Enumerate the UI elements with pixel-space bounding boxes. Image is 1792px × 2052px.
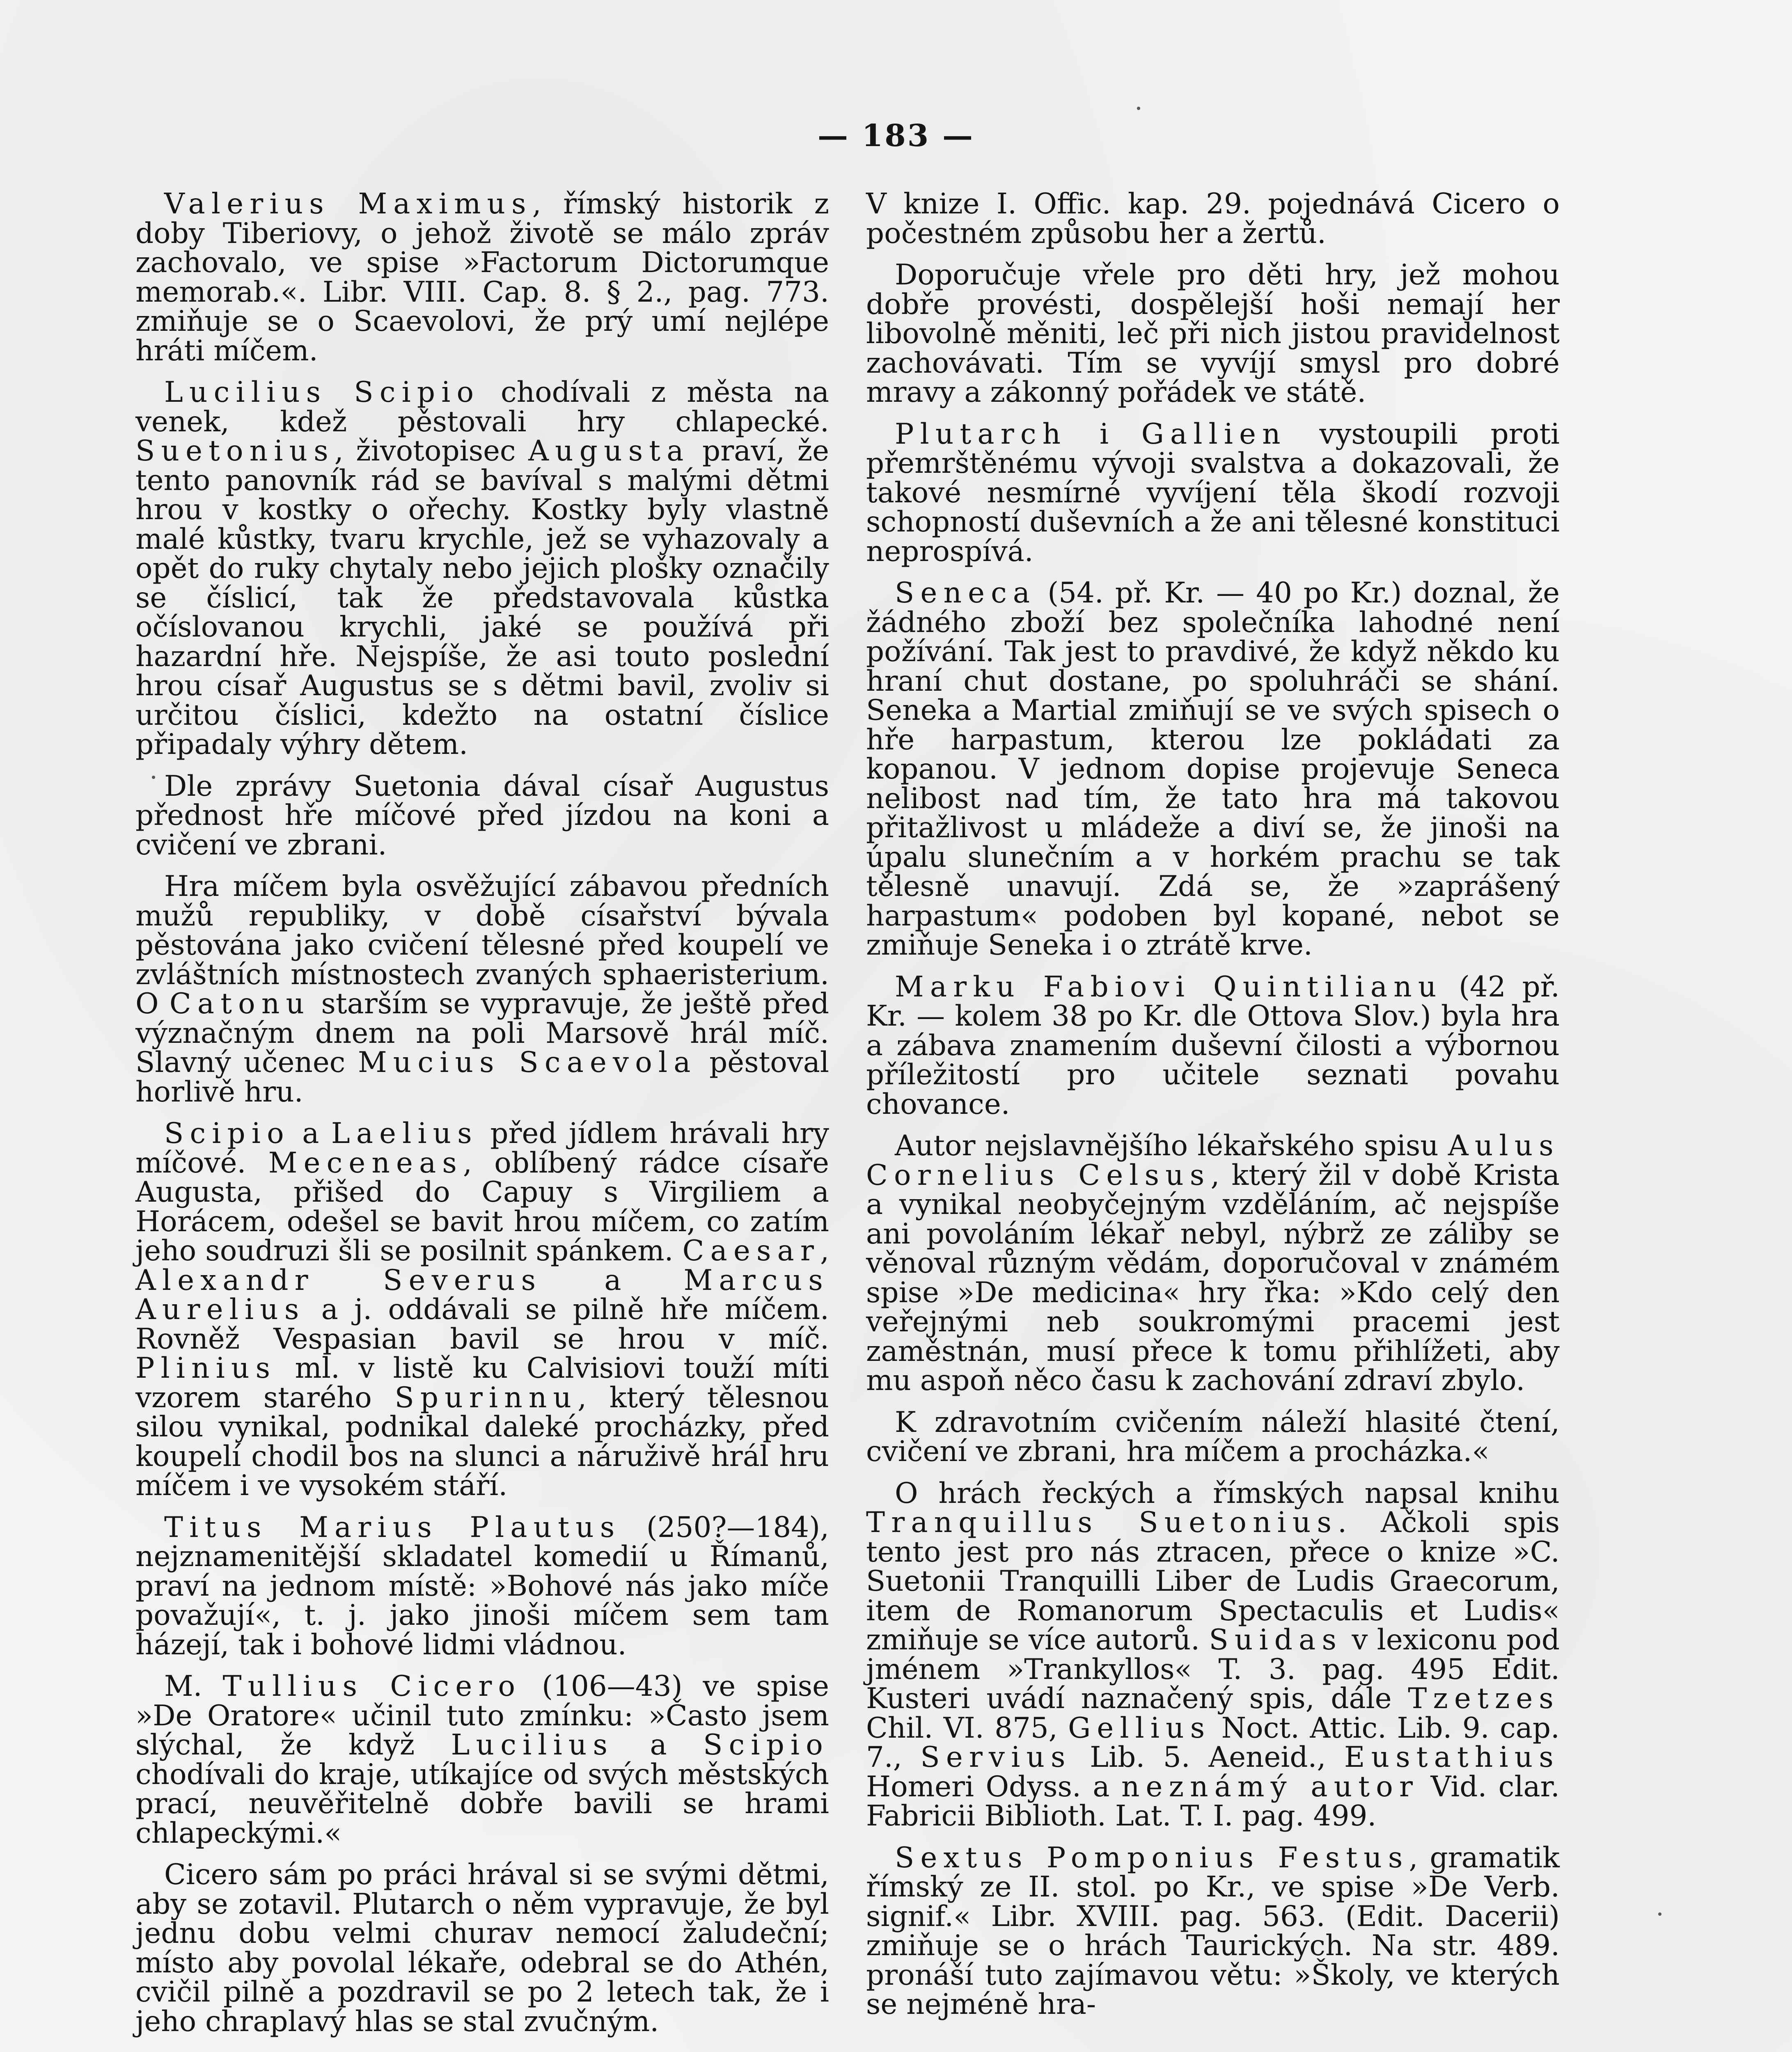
paragraph <box>135 1513 829 1660</box>
text-run: praví, že tento panovník rád se bavíval s malými dětmi hrou v kostky o ořechy. Kostky byly vlastně malé kůstky, tvaru krychle, jež se vyhazovaly a opět do ruky chytaly nebo jejich plošky označily se číslicí, tak že představovala kůstka očíslovanou krychli, jaké se používá při hazardní hře. Nejspíše, že asi touto poslední hrou císař Augustus se s dětmi bavil, zvoliv si určitou číslici, kdežto na ostatní číslice připadaly výhry dětem. <box>135 435 829 761</box>
text-run: Lib. 5. Aeneid., <box>1071 1741 1345 1774</box>
paragraph <box>866 417 1560 568</box>
paragraph <box>135 1860 829 2036</box>
spaced-name: Plinius <box>135 1352 277 1385</box>
spaced-name: Mucius Scaevola <box>357 1046 697 1079</box>
print-speck <box>1137 107 1140 110</box>
text-run: , římský historik z doby Tiberiovy, o jehož životě se málo zpráv zachovalo, ve spise »Factorum Dictorumque memorab.«. Libr. VIII. Cap. 8. § 2., pag. 773. zmiňuje se o Scaevolovi, že prý umí nejlépe hráti míčem. <box>135 188 829 367</box>
text-run: . Ačkoli spis tento jest pro nás ztracen, přece o knize »C. Suetonii Tranquilli Liber de Ludis Graecorum, item de Romanorum Spectaculis et Ludis« zmiňuje se více autorů. <box>866 1506 1560 1656</box>
spaced-name: Gallien <box>1141 417 1287 451</box>
spaced-name: Tzetzes <box>1408 1682 1560 1715</box>
paragraph <box>135 1119 829 1501</box>
text-run: i <box>1067 417 1141 451</box>
paragraph <box>866 970 1560 1121</box>
text-run: (42 př. Kr. — kolem 38 po Kr. dle Ottova Slov.) byla hra a zábava znamením duševní čilosti a výbornou příležitostí pro učitele seznati povahu chovance. <box>866 970 1560 1121</box>
spaced-name: Augusta <box>528 435 690 467</box>
paragraph <box>135 872 829 1107</box>
text-run: a <box>290 1117 331 1150</box>
text-run: Hra míčem byla osvěžující zábavou předních mužů republiky, v době císařství bývala pěstována jako cvičení tělesné před koupelí ve zvláštních místnostech zvaných sphaeristerium. O <box>135 870 829 1020</box>
text-run: , který žil v době Krista a vynikal neobyčejným vzděláním, ač nejspíše ani povoláním lékař nebyl, nýbrž ze záliby se věnoval různým vědám, doporučoval v známém spise »De medicina« hry řka: »Kdo celý den veřejnými neb soukromými pracemi jest zaměstnán, musí přece k tomu přihlížeti, aby mu aspoň něco času k zachování zdraví zbylo. <box>866 1159 1560 1397</box>
text-run: před jídlem hrávali hry míčové. <box>135 1117 829 1179</box>
text-run: O hrách řeckých a římských napsal knihu <box>895 1477 1560 1510</box>
text-run: M. <box>164 1670 223 1703</box>
spaced-name: Valerius Maximus <box>164 188 532 220</box>
text-run: chodívali z města na venek, kdež pěstovali hry chlapecké. <box>135 376 829 438</box>
text-run: a j. oddávali se pilně hře míčem. Rovněž Vespasian bavil se hrou v míč. <box>135 1293 829 1356</box>
text-run: Cicero sám po práci hrával si se svými dětmi, aby se zotavil. Plutarch o něm vypravuje, že byl jednu dobu velmi churav nemocí žaludeční; místo aby povolal lékaře, odebral se do Athén, cvičil pilně a pozdravil se po 2 letech tak, že i jeho chraplavý hlas se stal zvučným. <box>135 1858 829 2038</box>
spaced-name: Catonu <box>169 987 311 1020</box>
text-run: Vid. clar. Fabricii Biblioth. Lat. T. I. pag. 499. <box>866 1770 1560 1832</box>
spaced-name: Alexandr Severus <box>135 1264 542 1297</box>
text-run: , gramatik římský ze II. stol. po Kr., ve spise »De Verb. signif.« Libr. XVIII. pag. 563. (Edit. Dacerii) zmiňuje se o hrách Taurických. Na str. 489. pronáší tuto zajímavou větu: »Školy, ve kterých se nejméně hra- <box>866 1841 1560 2021</box>
text-run: Noct. Attic. Lib. 9. cap. 7., <box>866 1711 1560 1774</box>
spaced-name: Gellius <box>1068 1711 1211 1745</box>
paragraph <box>866 1841 1560 2021</box>
spaced-name: Caesar <box>682 1234 820 1267</box>
spaced-name: Lucilius Scipio <box>164 376 480 409</box>
spaced-name: Marcus Aurelius <box>135 1264 829 1326</box>
text-run: chodívali do kraje, utíkajíce od svých městských prací, neuvěřitelně dobře bavili se hrami chlapeckými.« <box>135 1758 829 1850</box>
print-speck <box>1658 1912 1661 1916</box>
spaced-name: Marku Fabiovi Quintilianu <box>895 970 1443 1003</box>
text-run: vystoupili proti přemrštěnému vývoji svalstva a dokazovali, že takové nesmírné vyvíjení těla škodí rozvoji schopností duševních a že ani tělesné konstituci neprospívá. <box>866 417 1560 568</box>
text-run: Autor nejslavnějšího lékařského spisu <box>895 1129 1448 1162</box>
paragraph <box>866 261 1560 408</box>
paragraph <box>866 1131 1560 1396</box>
spaced-name: Sextus Pomponius Festus <box>895 1841 1409 1874</box>
text-run: (250?—184), nejznamenitější skladatel komedií u Římanů, praví na jednom místě: »Bohové nás jako míče považují«, t. j. jako jinoši míčem sem tam házejí, tak i bohové lidmi vládnou. <box>135 1511 829 1661</box>
paragraph <box>135 378 829 760</box>
spaced-name: neznámý autor <box>1121 1770 1419 1803</box>
text-run: a <box>542 1264 684 1297</box>
text-run: v lexiconu pod jménem »Trankyllos« T. 3. pag. 495 Edit. Kusteri uvádí naznačený spis, dále <box>866 1624 1560 1715</box>
spaced-name: Tullius Cicero <box>222 1670 522 1703</box>
text-run: Homeri Odyss. a <box>866 1770 1121 1803</box>
right-text-column <box>866 190 1560 2032</box>
text-run: starším se vypravuje, že ještě před význačným dnem na poli Marsově hrál míč. Slavný učenec <box>135 987 829 1079</box>
print-speck <box>152 776 155 779</box>
paragraph <box>135 772 829 860</box>
spaced-name: Scipio <box>703 1729 829 1761</box>
spaced-name: Eustathius <box>1344 1741 1560 1774</box>
page-number: — 183 — <box>818 118 974 153</box>
text-run: K zdravotním cvičením náleží hlasité čtení, cvičení ve zbrani, hra míčem a procházka.« <box>866 1406 1560 1468</box>
spaced-name: Plutarch <box>895 417 1067 451</box>
text-run: (106—43) ve spise »De Oratore« učinil tuto zmínku: »Často jsem slýchal, že když <box>135 1670 829 1761</box>
paragraph <box>866 1408 1560 1467</box>
spaced-name: Meceneas <box>268 1146 463 1179</box>
spaced-name: Suidas <box>1209 1624 1343 1656</box>
paragraph <box>135 1672 829 1848</box>
text-run: ml. v listě ku Calvisiovi touží míti vzorem starého <box>135 1352 829 1414</box>
text-run: , oblíbený rádce císaře Augusta, přišed do Capuy s Virgiliem a Horácem, odešel se bavit hrou míčem, co zatím jeho soudruzi šli se posilnit spánkem. <box>135 1146 829 1267</box>
paragraph <box>135 190 829 366</box>
spaced-name: Tranquillus Suetonius <box>866 1506 1338 1539</box>
text-run: Dle zprávy Suetonia dával císař Augustus přednost hře míčové před jízdou na koni a cvičení ve zbrani. <box>135 770 829 861</box>
spaced-name: Seneca <box>895 577 1036 609</box>
text-run: V knize I. Offic. kap. 29. pojednává Cicero o počestném způsobu her a žertů. <box>866 188 1560 250</box>
text-run: , který tělesnou silou vynikal, podnikal daleké procházky, před koupelí chodil bos na slunci a náruživě hrál hru míčem i ve vysokém stáří. <box>135 1381 829 1502</box>
text-run: (54. př. Kr. — 40 po Kr.) doznal, že žádného zboží bez společníka lahodné není požívání. Tak jest to pravdivé, že když někdo ku hraní chut dostane, po spoluhráči se shání. Seneka a Martial zmiňují se ve svých spisech o hře harpastum, kterou lze pokládati za kopanou. V jednom dopise projevuje Seneca nelibost nad tím, že tato hra má takovou přitažlivost u mládeže a diví se, že jinoši na úpalu slunečním a v horkém prachu se tak tělesně unavují. Zdá se, že »zaprášený harpastum« podoben byl kopané, nebot se zmiňuje Seneka i o ztrátě krve. <box>866 577 1560 962</box>
text-run: pěstoval horlivě hru. <box>135 1046 829 1108</box>
spaced-name: Suetonius <box>135 435 335 467</box>
paragraph <box>866 579 1560 960</box>
paragraph <box>866 190 1560 248</box>
spaced-name: Spurinnu <box>394 1381 578 1414</box>
text-run: , životopisec <box>334 435 529 467</box>
spaced-name: Laelius <box>331 1117 478 1150</box>
spaced-name: Lucilius <box>451 1729 614 1761</box>
spaced-name: Titus Marius Plautus <box>164 1511 621 1544</box>
left-text-column <box>135 190 829 2049</box>
spaced-name: Scipio <box>164 1117 290 1150</box>
text-run: Chil. VI. 875, <box>866 1711 1068 1745</box>
text-run: a <box>614 1729 704 1761</box>
text-run: Doporučuje vřele pro děti hry, jež mohou dobře provésti, dospělejší hoši nemají her libovolně měniti, leč při nich jistou pravidelnost zachovávati. Tím se vyvíjí smysl pro dobré mravy a zákonný pořádek ve státě. <box>866 259 1560 409</box>
spaced-name: Servius <box>920 1741 1072 1774</box>
spaced-name: Aulus Cornelius Celsus <box>866 1129 1560 1192</box>
text-run: , <box>820 1234 829 1267</box>
paragraph <box>866 1479 1560 1831</box>
